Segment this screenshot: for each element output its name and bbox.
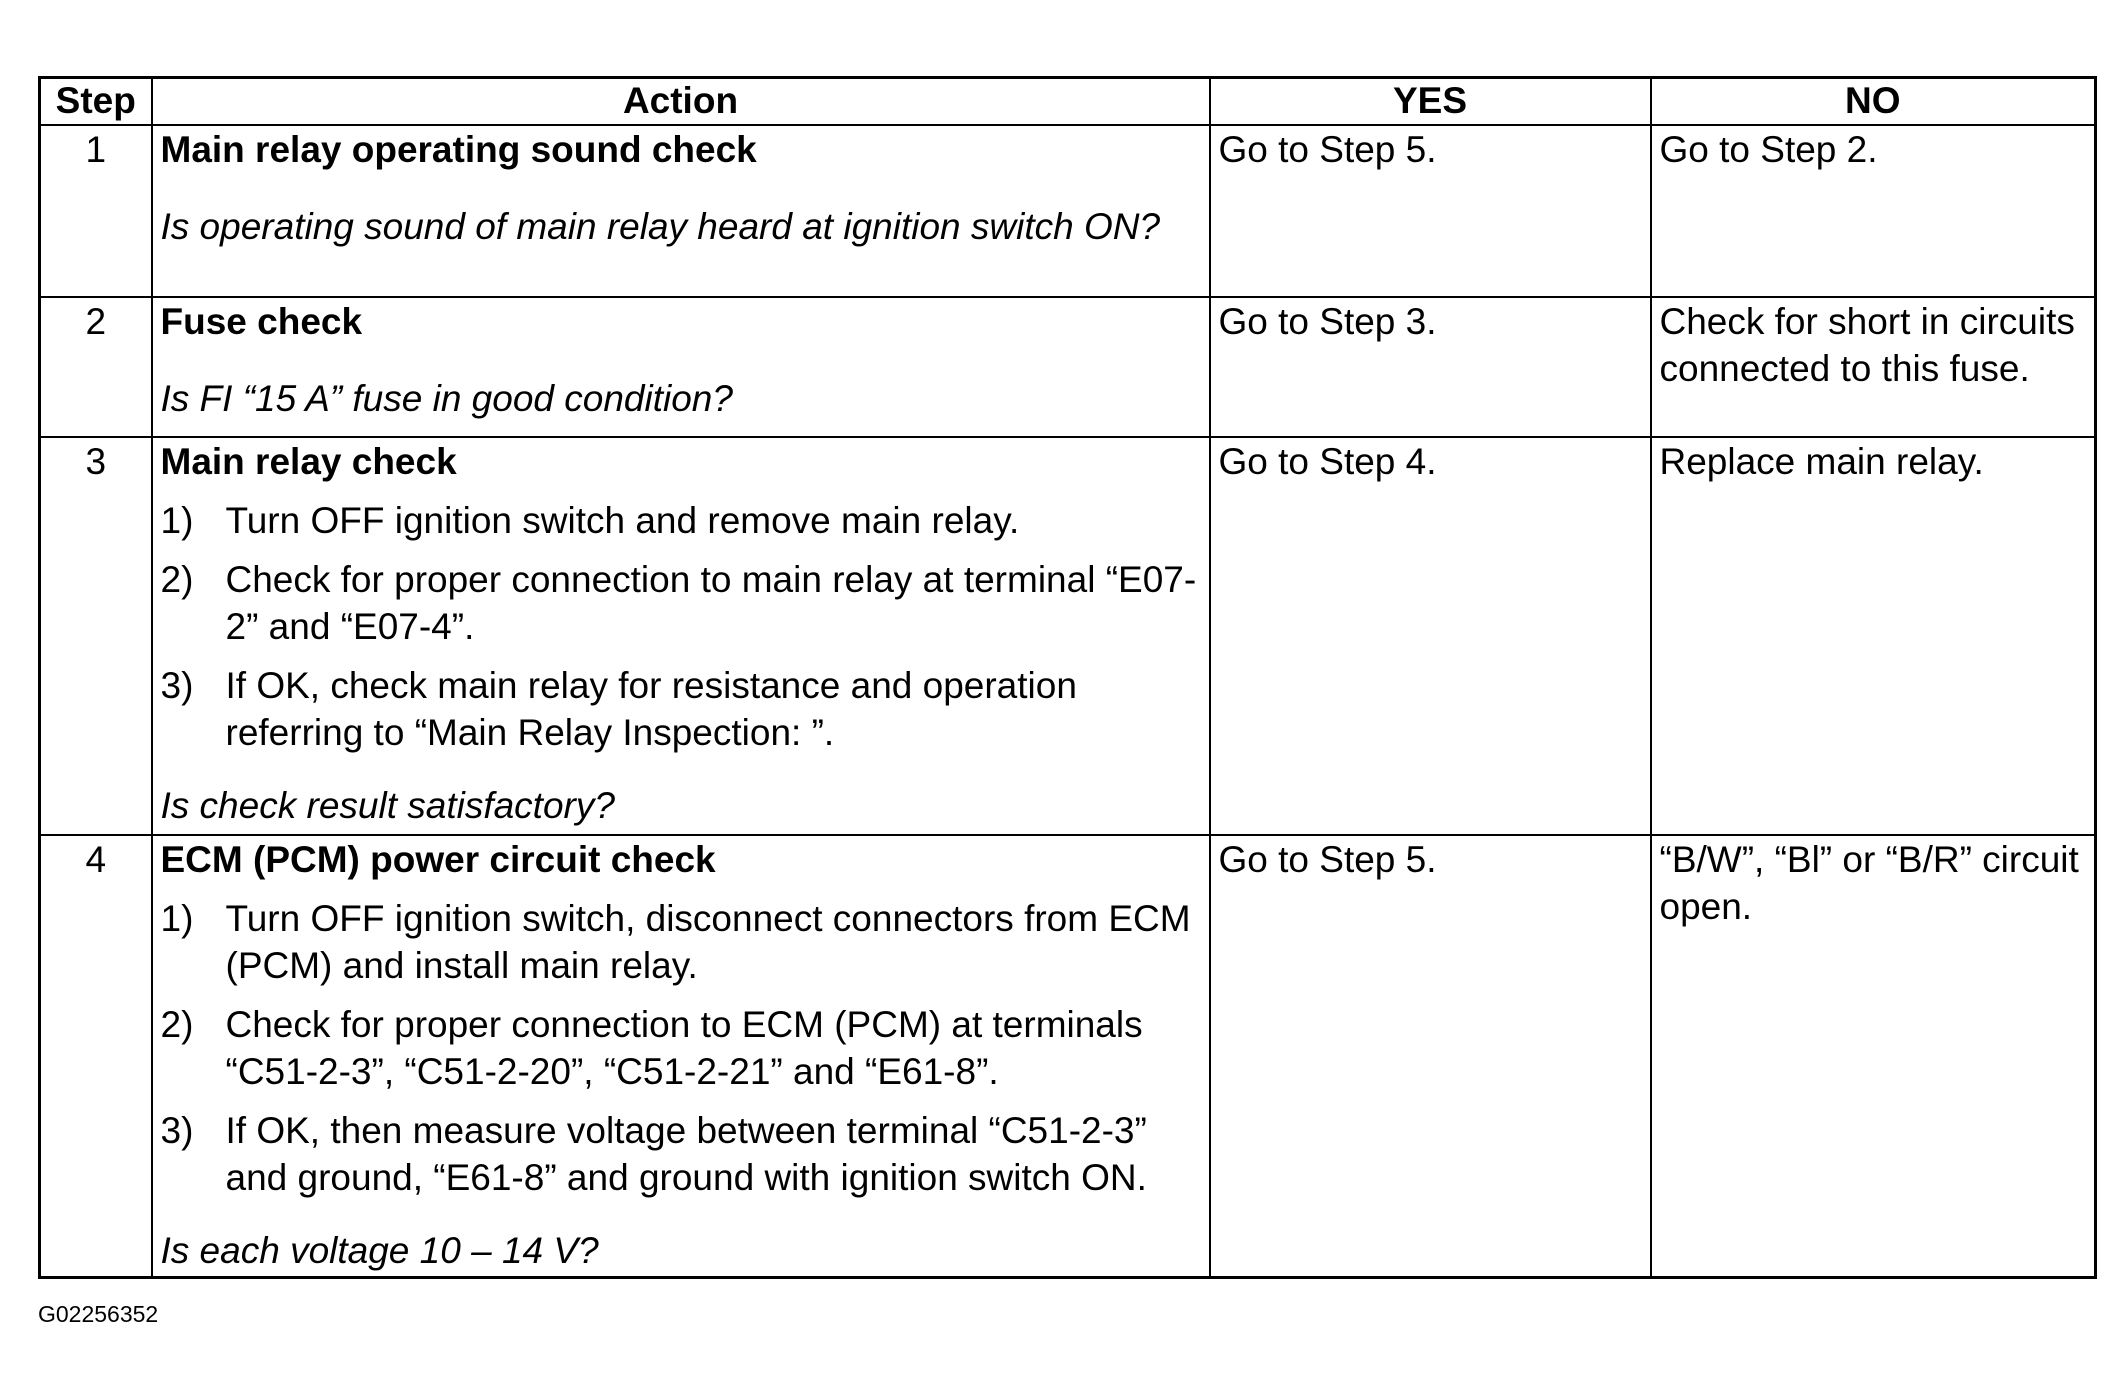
procedure-list — [161, 895, 1201, 1201]
procedure-item-number: 2) — [160, 1004, 194, 1045]
header-step: Step — [40, 78, 152, 126]
action-cell — [152, 835, 1210, 1278]
procedure-item-text: Turn OFF ignition switch, disconnect connectors from ECM (PCM) and install main relay. — [225, 898, 1191, 986]
procedure-item-text: If OK, then measure voltage between terminal “C51-2-3” and ground, “E61-8” and ground with ignition switch ON. — [225, 1110, 1147, 1198]
check-title: ECM (PCM) power circuit check — [160, 839, 716, 880]
action-cell — [152, 297, 1210, 437]
yes-cell: Go to Step 3. — [1210, 297, 1651, 437]
step-number: 1 — [40, 125, 152, 297]
table-row — [40, 125, 2096, 297]
step-number: 2 — [40, 297, 152, 437]
procedure-item — [161, 1001, 1201, 1095]
procedure-list — [161, 497, 1201, 756]
yes-cell: Go to Step 4. — [1210, 437, 1651, 835]
procedure-item-number: 2) — [160, 559, 194, 600]
check-question: Is check result satisfactory? — [160, 785, 615, 826]
table-row — [40, 297, 2096, 437]
figure-code: G02256352 — [38, 1301, 159, 1327]
procedure-item-number: 3) — [160, 665, 194, 706]
check-title: Main relay operating sound check — [160, 129, 757, 170]
header-yes: YES — [1210, 78, 1651, 126]
yes-cell: Go to Step 5. — [1210, 835, 1651, 1278]
action-cell — [152, 437, 1210, 835]
procedure-item-text: Check for proper connection to ECM (PCM) at terminals “C51-2-3”, “C51-2-20”, “C51-2-21” and “E61-8”. — [225, 1004, 1143, 1092]
procedure-item — [161, 556, 1201, 650]
no-cell: Go to Step 2. — [1651, 125, 2096, 297]
check-question: Is operating sound of main relay heard at ignition switch ON? — [160, 206, 1161, 247]
diagnostic-table — [38, 76, 2097, 1279]
no-cell: Check for short in circuits connected to this fuse. — [1651, 297, 2096, 437]
procedure-item-number: 1) — [160, 500, 194, 541]
no-cell: “B/W”, “Bl” or “B/R” circuit open. — [1651, 835, 2096, 1278]
procedure-item-text: Check for proper connection to main relay at terminal “E07-2” and “E07-4”. — [225, 559, 1197, 647]
procedure-item — [161, 895, 1201, 989]
procedure-item-number: 3) — [160, 1110, 194, 1151]
table-row — [40, 835, 2096, 1278]
check-question: Is FI “15 A” fuse in good condition? — [160, 378, 733, 419]
procedure-item — [161, 497, 1201, 544]
procedure-item-text: Turn OFF ignition switch and remove main relay. — [225, 500, 1020, 541]
yes-cell: Go to Step 5. — [1210, 125, 1651, 297]
header-action: Action — [152, 78, 1210, 126]
check-title: Main relay check — [160, 441, 457, 482]
check-question: Is each voltage 10 – 14 V? — [160, 1230, 599, 1271]
action-cell — [152, 125, 1210, 297]
header-no: NO — [1651, 78, 2096, 126]
procedure-item-text: If OK, check main relay for resistance and operation referring to “Main Relay Inspection: ”. — [225, 665, 1077, 753]
table-row — [40, 437, 2096, 835]
procedure-item — [161, 662, 1201, 756]
table-header-row — [40, 78, 2096, 126]
procedure-item-number: 1) — [160, 898, 194, 939]
step-number: 3 — [40, 437, 152, 835]
check-title: Fuse check — [160, 301, 363, 342]
procedure-item — [161, 1107, 1201, 1201]
no-cell: Replace main relay. — [1651, 437, 2096, 835]
step-number: 4 — [40, 835, 152, 1278]
